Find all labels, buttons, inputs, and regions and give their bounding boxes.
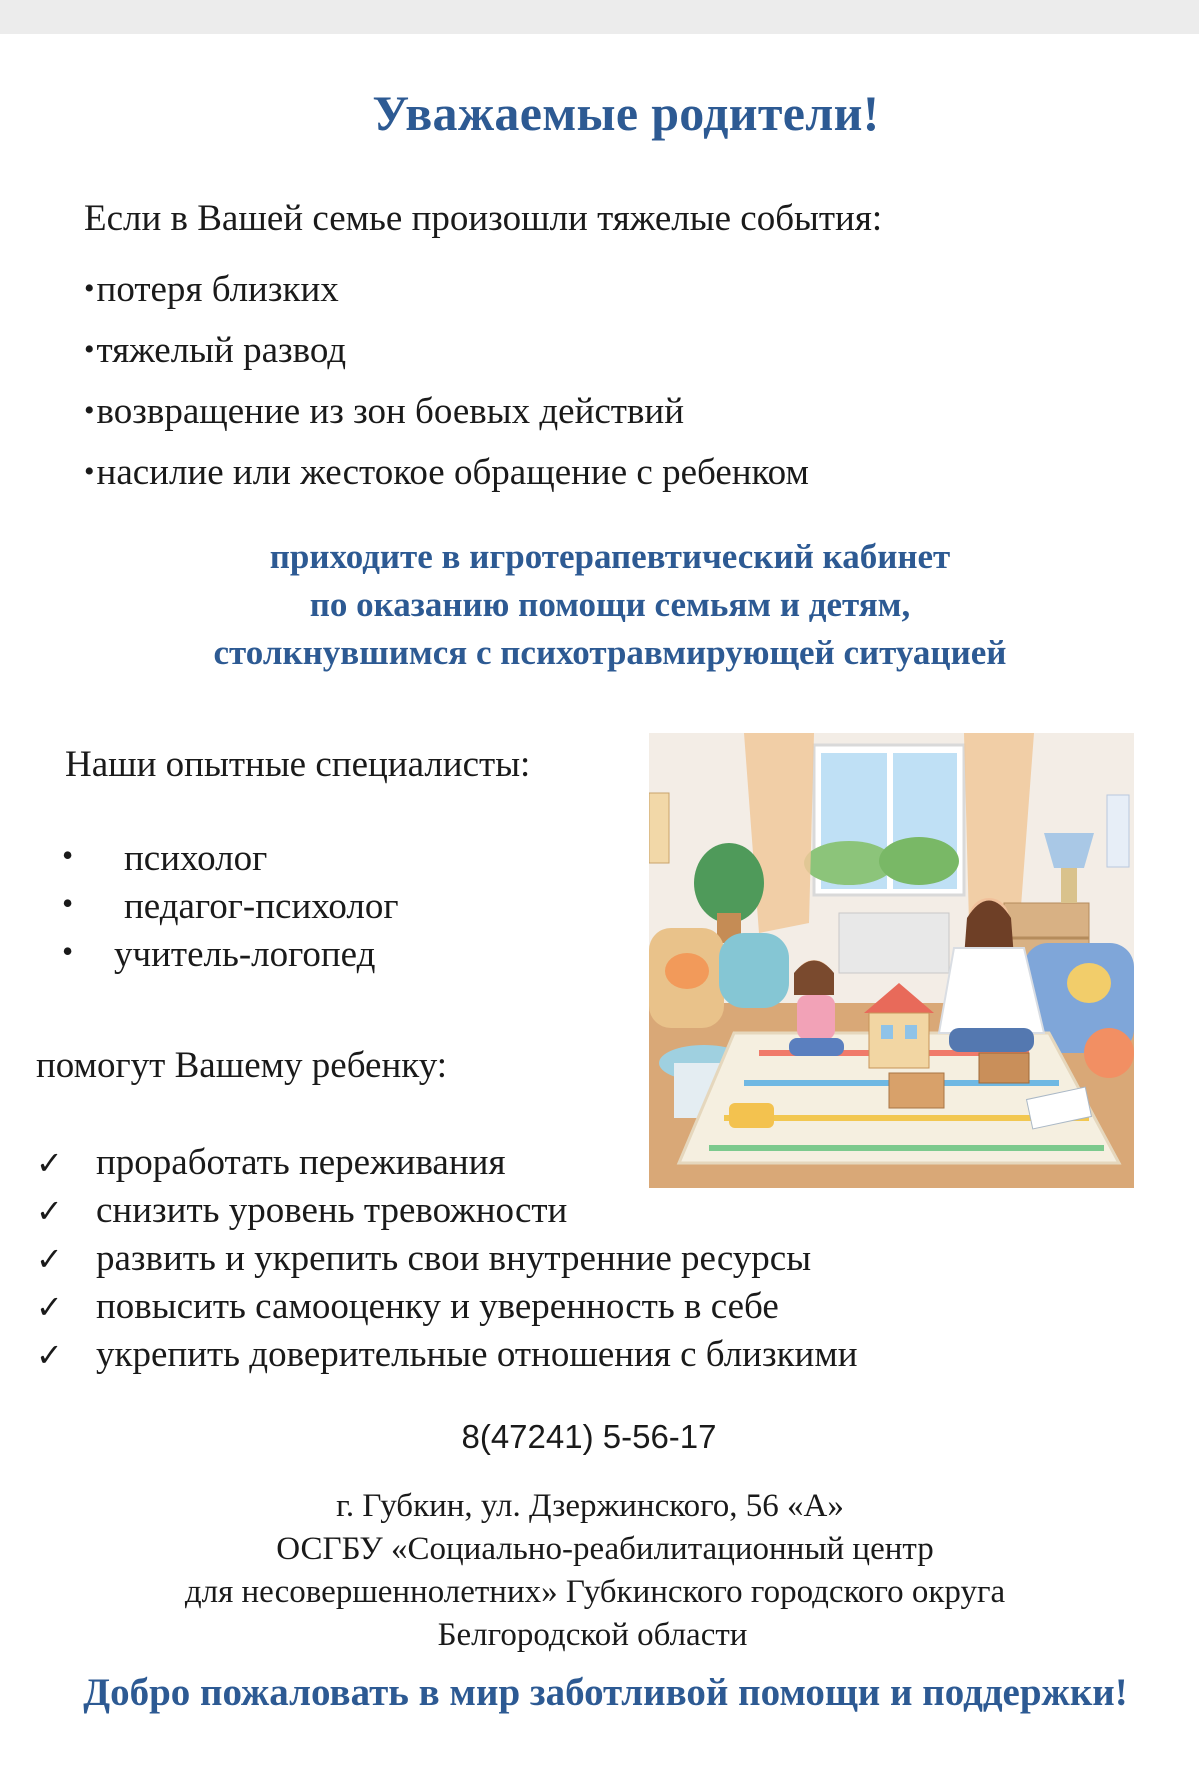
- address-line: ОСГБУ «Социально-реабилитационный центр: [276, 1531, 934, 1567]
- check-icon: ✓: [36, 1289, 63, 1325]
- event-item: •потеря близких: [84, 269, 339, 310]
- phone-number[interactable]: 8(47241) 5-56-17: [461, 1418, 717, 1455]
- help-item: ✓ укрепить доверительные отношения с близкими: [36, 1334, 858, 1375]
- bullet-icon: •: [84, 272, 95, 305]
- help-item: ✓ повысить самооценку и уверенность в себе: [36, 1286, 779, 1327]
- help-item: ✓ снизить уровень тревожности: [36, 1190, 568, 1231]
- check-icon: ✓: [36, 1241, 63, 1277]
- page-title: Уважаемые родители!: [372, 85, 880, 141]
- bullet-icon: •: [62, 837, 74, 873]
- help-item: ✓ проработать переживания: [36, 1142, 506, 1183]
- address-line: для несовершеннолетних» Губкинского городского округа: [184, 1574, 1006, 1610]
- address-line: Белгородской области: [437, 1617, 748, 1653]
- specialist-item: • учитель-логопед: [62, 933, 376, 975]
- callout-line: столкнувшимся с психотравмирующей ситуацией: [213, 633, 1007, 672]
- specialists-title: Наши опытные специалисты:: [65, 744, 531, 785]
- check-icon: ✓: [36, 1337, 63, 1373]
- welcome-text: Добро пожаловать в мир заботливой помощи и поддержки!: [83, 1671, 1128, 1714]
- help-title: помогут Вашему ребенку:: [36, 1045, 448, 1086]
- event-item: •возвращение из зон боевых действий: [84, 391, 685, 432]
- bullet-icon: •: [62, 885, 74, 921]
- specialist-item: • педагог-психолог: [62, 885, 399, 927]
- bullet-icon: •: [84, 333, 95, 366]
- intro-text: Если в Вашей семье произошли тяжелые события:: [84, 198, 883, 239]
- bullet-icon: •: [62, 933, 74, 969]
- callout-line: приходите в игротерапевтический кабинет: [269, 537, 951, 576]
- event-item: •насилие или жестокое обращение с ребенком: [84, 452, 809, 493]
- top-bar: [0, 0, 1199, 34]
- specialist-item: • психолог: [62, 837, 268, 879]
- help-item: ✓ развить и укрепить свои внутренние ресурсы: [36, 1238, 812, 1279]
- event-item: •тяжелый развод: [84, 330, 347, 371]
- check-icon: ✓: [36, 1193, 63, 1229]
- bullet-icon: •: [84, 455, 95, 488]
- callout-line: по оказанию помощи семьям и детям,: [309, 585, 911, 624]
- therapy-room-illustration: [649, 733, 1134, 1188]
- bullet-icon: •: [84, 394, 95, 427]
- check-icon: ✓: [36, 1145, 63, 1181]
- address-line: г. Губкин, ул. Дзержинского, 56 «А»: [336, 1488, 844, 1524]
